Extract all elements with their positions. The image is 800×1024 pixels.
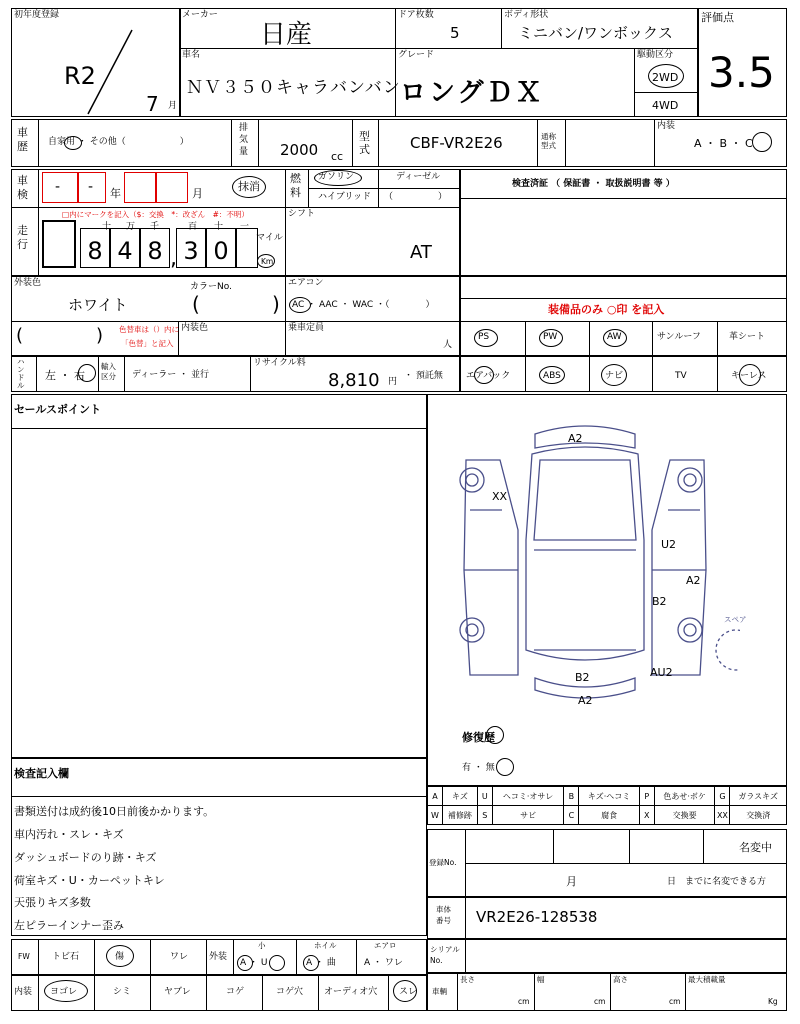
mileage-digit-5: 0 bbox=[206, 228, 236, 268]
shift-label: シフト bbox=[288, 209, 316, 219]
drive-label: 駆動区分 bbox=[637, 50, 674, 60]
mileage-digit-2: 4 bbox=[110, 228, 140, 268]
first-reg-month: 7 bbox=[146, 92, 159, 116]
car-diagram bbox=[440, 420, 740, 720]
score-value: 3.5 bbox=[708, 48, 775, 97]
equip-keyless: キーレス bbox=[731, 371, 767, 381]
mileage-digit-0 bbox=[42, 220, 76, 268]
maker-label: メーカー bbox=[182, 10, 218, 20]
mileage-digit-4: 3 bbox=[176, 228, 206, 268]
color-change-note-1: 色替車は（）内に bbox=[119, 325, 179, 334]
grade-label: グレード bbox=[398, 50, 435, 60]
sales-point-label: セールスポイント bbox=[14, 403, 102, 416]
dimensions-label: 車輌 bbox=[432, 987, 447, 996]
int-audio-hole: オーディオ穴 bbox=[324, 987, 378, 997]
vin-value: VR2E26-128538 bbox=[476, 908, 598, 926]
import-label: 輸入区分 bbox=[101, 362, 116, 381]
interior-misc-label: 内装 bbox=[14, 987, 33, 997]
model-value: CBF-VR2E26 bbox=[410, 134, 503, 152]
mileage-digit-6 bbox=[236, 228, 258, 268]
note-line-4: 荷室キズ・U・カーペットキレ bbox=[14, 874, 165, 887]
accessories-title: 検査済証 （ 保証書 ・ 取扱説明書 等 ） bbox=[512, 179, 675, 189]
interior-c-circle bbox=[752, 132, 772, 152]
note-line-1: 書類送付は成約後10日前後かかります。 bbox=[14, 805, 215, 818]
displacement-value: 2000 bbox=[280, 141, 319, 159]
fuel-other: （ ） bbox=[384, 192, 448, 202]
fuel-diesel: ディーゼル bbox=[396, 172, 441, 182]
damage-mark-rear-right: AU2 bbox=[650, 666, 673, 679]
int-stain: シミ bbox=[113, 987, 132, 997]
aircon-label: エアコン bbox=[288, 278, 324, 288]
registration-label: 登録No. bbox=[429, 858, 457, 867]
history-label: 車歴 bbox=[17, 126, 28, 153]
int-dirt: ヨゴレ bbox=[50, 987, 78, 997]
equip-pw: PW bbox=[543, 332, 558, 342]
interior-label: 内装 bbox=[657, 121, 676, 131]
vin-label: 車体番号 bbox=[436, 905, 451, 925]
car-name-value: ＮＶ３５０キャラバンバン bbox=[186, 78, 401, 98]
mileage-label: 走行 bbox=[17, 224, 28, 251]
first-reg-label: 初年度登録 bbox=[14, 10, 60, 20]
damage-legend: A キズ U ヘコミ·オサレ B キズ·ヘコミ P 色あせ·ボケ G ガラスキズ W 補修跡 S サビ C 腐食 X 交換要 XX 交換済 bbox=[427, 786, 787, 825]
exterior-color-value: ホワイト bbox=[68, 296, 128, 314]
wheel-options: A ・ 曲 bbox=[306, 958, 336, 968]
auction-sheet: 初年度登録 R2 7 月 メーカー 日産 ドア枚数 5 ボディ形状 ミニバン/ワンボックス 評価点 3.5 車名 ＮＶ３５０キャラバンバン グレード ロングＤＸ 駆動区分 2WD 4WD 車歴 自家用 ・ その他（ ） 排気量 2000 cc 型式 CBF-VR2E26 通称型式 内装 A ・ B ・ C 車検 - - 年 月 抹消 燃料 ガソリン ディーゼル ハイブリッド （ ） 検査済証 （ 保証書 ・ 取扱説明書 等 ） 走行 □内にマークを記入（$：交換 *：改ざん #：不明） 十 8 万 4 千 8 , 百 3 十 0 一 マイル Km シフト AT 外装色 ホワイト カラーNo. ( ) エアコン AC ・ AAC ・ WAC ・（ ） 装備品のみ ○印 を記入 ( ) 色替車は（）内に 「色替」と記入 内装色 乗車定員 人 PS PW AW サンルーフ 革シート ハンドル 左 ・ 右 輸入区分 ディーラー ・ 並行 リサイクル料 8,810 円 ・ 預託無 エアバック ABS ナビ TV キーレス セールスポイント A2 XX U2 A2 B2 AU2 B2 A2 スペア 修復歴 有 ・ 無 検査記入欄 書類送付は成約後10日前後かかります。 車内汚れ・スレ・キズ ダッシュボードのり跡・キズ 荷室キズ・U・カーペットキレ 天張りキズ多数 左ピラーインナー歪み A キズ U ヘコミ·オサレ B キズ·ヘコミ P 色あせ·ボケ G ガラスキズ W 補修跡 S サビ C 腐食 X 交換要 XX 交換済 登録No. 名変中 月 日 までに名変できる方 車体番号 VR2E26-128538 シリアルNo. FW トビ石 傷 ワレ 外装 小 A ・ U ホイル A ・ 曲 エアロ A ・ ワレ 内装 ヨゴレ シミ ヤブレ コゲ コゲ穴 オーディオ穴 スレ 車輌 長さ cm 幅 cm 高さ cm 最大積載量 Kg bbox=[0, 0, 800, 1024]
capacity-label: 乗車定員 bbox=[288, 323, 325, 333]
score-label: 評価点 bbox=[701, 11, 734, 24]
fw-chip: トビ石 bbox=[52, 952, 80, 962]
exterior-misc-label: 外装 bbox=[209, 952, 228, 962]
inspection-notes-frame bbox=[11, 758, 427, 936]
mileage-note: □内にマークを記入（$：交換 *：改ざん #：不明） bbox=[62, 210, 249, 219]
slash-divider bbox=[80, 28, 140, 118]
spare-label: スペア bbox=[724, 615, 747, 624]
equipment-title: 装備品のみ ○印 を記入 bbox=[548, 303, 665, 316]
mileage-unit-km: Km bbox=[261, 257, 274, 266]
fuel-hybrid: ハイブリッド bbox=[318, 192, 372, 202]
equip-tv: TV bbox=[675, 371, 687, 381]
equip-navi: ナビ bbox=[605, 371, 624, 381]
note-line-2: 車内汚れ・スレ・キズ bbox=[14, 828, 124, 841]
int-wear: スレ bbox=[399, 987, 418, 997]
body-value: ミニバン/ワンボックス bbox=[518, 24, 673, 42]
row5-frame bbox=[11, 356, 787, 392]
inspection-label: 車検 bbox=[17, 174, 28, 201]
damage-mark-right-lower: B2 bbox=[652, 595, 667, 608]
note-line-3: ダッシュボードのり跡・キズ bbox=[14, 851, 157, 864]
note-line-5: 天張りキズ多数 bbox=[14, 896, 91, 909]
doors-value: 5 bbox=[450, 24, 460, 42]
doors-label: ドア枚数 bbox=[398, 10, 434, 20]
aero-options: A ・ ワレ bbox=[364, 958, 403, 968]
equip-airbag: エアバック bbox=[466, 371, 511, 381]
repair-options: 有 ・ 無 bbox=[462, 763, 495, 773]
serial-frame bbox=[427, 939, 787, 973]
int-burn-hole: コゲ穴 bbox=[276, 987, 304, 997]
equip-aw: AW bbox=[607, 332, 622, 342]
fw-scratch: 傷 bbox=[115, 952, 125, 962]
exterior-color-label: 外装色 bbox=[14, 278, 42, 288]
dimensions-frame bbox=[427, 973, 787, 1011]
fuel-gasoline: ガソリン bbox=[318, 172, 355, 182]
drive-2wd-circle bbox=[648, 64, 684, 88]
common-model-label: 通称型式 bbox=[541, 132, 556, 150]
serial-label: シリアルNo. bbox=[430, 945, 460, 965]
int-burn: コゲ bbox=[226, 987, 245, 997]
int-tear: ヤブレ bbox=[164, 987, 191, 997]
car-name-label: 車名 bbox=[182, 50, 201, 60]
shift-value: AT bbox=[410, 242, 432, 263]
equip-ps: PS bbox=[478, 332, 490, 342]
note-line-6: 左ピラーインナー歪み bbox=[14, 919, 124, 932]
small-options: A ・ U bbox=[240, 958, 268, 968]
name-change-status: 名変中 bbox=[739, 841, 772, 854]
grade-value: ロングＤＸ bbox=[400, 78, 545, 108]
sales-point-frame bbox=[11, 394, 427, 758]
repair-label: 修復歴 bbox=[462, 731, 495, 744]
recycle-label: リサイクル料 bbox=[253, 358, 306, 368]
damage-mark-rear: B2 bbox=[575, 671, 590, 684]
name-change-deadline: 日 までに名変できる方 bbox=[667, 877, 767, 887]
import-value: ディーラー ・ 並行 bbox=[132, 370, 210, 380]
damage-mark-rear-bumper: A2 bbox=[578, 694, 593, 707]
damage-mark-front: A2 bbox=[568, 432, 583, 445]
equip-sunroof: サンルーフ bbox=[657, 332, 701, 342]
fuel-label: 燃料 bbox=[290, 172, 301, 199]
recycle-value: 8,810 bbox=[328, 370, 380, 391]
damage-mark-right-upper: U2 bbox=[661, 538, 677, 551]
color-change-note-2: 「色替」と記入 bbox=[121, 339, 174, 348]
inspection-notes-label: 検査記入欄 bbox=[14, 767, 69, 780]
maker-value: 日産 bbox=[260, 20, 313, 50]
drive-2wd: 2WD bbox=[652, 71, 679, 84]
handle-value: 左 ・ 右 bbox=[45, 369, 85, 382]
aircon-options: AC ・ AAC ・ WAC ・（ ） bbox=[292, 300, 435, 310]
mileage-digit-1: 8 bbox=[80, 228, 110, 268]
drive-4wd: 4WD bbox=[652, 99, 679, 112]
damage-mark-right-mid: A2 bbox=[686, 574, 701, 587]
displacement-label: 排気量 bbox=[239, 123, 249, 157]
interior-color-label: 内装色 bbox=[181, 323, 209, 333]
interior-grades: A ・ B ・ C bbox=[694, 137, 753, 150]
equip-abs: ABS bbox=[543, 371, 561, 381]
body-label: ボディ形状 bbox=[504, 10, 549, 20]
handle-label: ハンドル bbox=[17, 357, 25, 390]
first-reg-year: R2 bbox=[64, 62, 96, 90]
mileage-unit-mile: マイル bbox=[256, 233, 283, 243]
fw-crack: ワレ bbox=[170, 952, 189, 962]
damage-mark-left: XX bbox=[492, 490, 508, 503]
fw-label: FW bbox=[18, 952, 30, 961]
recycle-deposit: ・ 預託無 bbox=[404, 371, 443, 381]
history-value: 自家用 ・ その他（ ） bbox=[48, 137, 189, 147]
model-label: 型式 bbox=[359, 130, 370, 156]
equip-leather: 革シート bbox=[729, 332, 766, 342]
mileage-digit-3: 8 bbox=[140, 228, 170, 268]
color-no-label: カラーNo. bbox=[190, 282, 232, 292]
inspection-erased: 抹消 bbox=[238, 180, 260, 193]
